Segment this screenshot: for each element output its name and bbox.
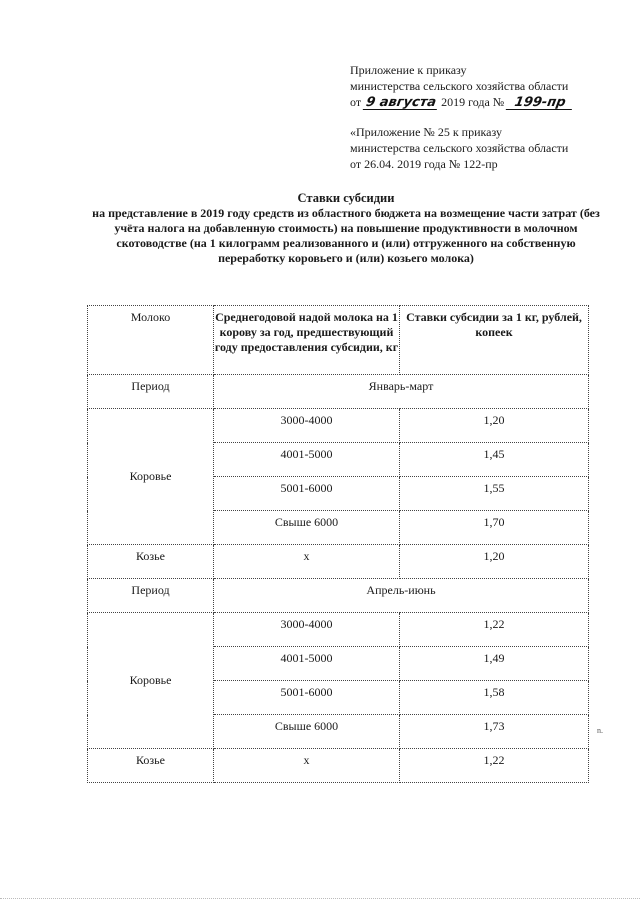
appendix-line-1: Приложение к приказу bbox=[350, 63, 467, 77]
goat-milk-label: Козье bbox=[88, 545, 214, 579]
previous-line-3: от 26.04. 2019 года № 122-пр bbox=[350, 157, 498, 171]
yield-cell: 4001-5000 bbox=[214, 443, 400, 477]
rate-cell: 1,55 bbox=[400, 477, 589, 511]
date-prefix: от bbox=[350, 95, 362, 109]
rate-cell: 1,20 bbox=[400, 545, 589, 579]
header-milk: Молоко bbox=[88, 306, 214, 375]
yield-cell: 3000-4000 bbox=[214, 613, 400, 647]
handwritten-date: 9 августа bbox=[363, 96, 439, 110]
year-and-number-label: 2019 года № bbox=[441, 95, 505, 109]
rate-cell: 1,22 bbox=[400, 749, 589, 783]
yield-cell: 3000-4000 bbox=[214, 409, 400, 443]
cow-milk-label: Коровье bbox=[88, 613, 214, 749]
title-line-1: Ставки субсидии bbox=[297, 191, 395, 205]
trailing-mark: n. bbox=[597, 726, 603, 735]
title-line-2: на представление в 2019 году средств из областного бюджета на возмещение части затрат (без учёта налога на добавленную стоимость) на повышение продуктивности в молочном скотоводстве (на 1 килограмм реализованного и (или) отгруженного на собственную переработку коровьего и (или) козьего молока) bbox=[92, 206, 600, 265]
table-row bbox=[88, 749, 589, 783]
table-header-row bbox=[88, 306, 589, 375]
rate-cell: 1,73 bbox=[400, 715, 589, 749]
yield-cell: х bbox=[214, 545, 400, 579]
yield-cell: 5001-6000 bbox=[214, 681, 400, 715]
rate-cell: 1,20 bbox=[400, 409, 589, 443]
rate-cell: 1,22 bbox=[400, 613, 589, 647]
table-row bbox=[88, 375, 589, 409]
rate-cell: 1,58 bbox=[400, 681, 589, 715]
table-row bbox=[88, 579, 589, 613]
period-value: Январь-март bbox=[214, 375, 589, 409]
cow-milk-label: Коровье bbox=[88, 409, 214, 545]
subsidy-rates-table bbox=[87, 305, 589, 783]
table-row bbox=[88, 409, 589, 443]
appendix-line-3 bbox=[350, 94, 610, 110]
previous-line-2: министерства сельского хозяйства области bbox=[350, 141, 569, 155]
table-row bbox=[88, 613, 589, 647]
period-value: Апрель-июнь bbox=[214, 579, 589, 613]
page-edge-divider bbox=[0, 898, 640, 905]
rate-cell: 1,45 bbox=[400, 443, 589, 477]
header-yield: Среднегодовой надой молока на 1 корову за год, предшествующий году предоставления субсидии, кг bbox=[214, 306, 400, 375]
yield-cell: 5001-6000 bbox=[214, 477, 400, 511]
document-title bbox=[92, 191, 600, 266]
yield-cell: Свыше 6000 bbox=[214, 715, 400, 749]
period-label: Период bbox=[88, 375, 214, 409]
yield-cell: 4001-5000 bbox=[214, 647, 400, 681]
period-label: Период bbox=[88, 579, 214, 613]
appendix-line-2: министерства сельского хозяйства области bbox=[350, 79, 569, 93]
yield-cell: х bbox=[214, 749, 400, 783]
rate-cell: 1,49 bbox=[400, 647, 589, 681]
rate-cell: 1,70 bbox=[400, 511, 589, 545]
handwritten-order-number: 199-пр bbox=[506, 96, 574, 110]
previous-line-1: «Приложение № 25 к приказу bbox=[350, 125, 502, 139]
goat-milk-label: Козье bbox=[88, 749, 214, 783]
previous-appendix-header bbox=[350, 124, 610, 172]
table-row bbox=[88, 545, 589, 579]
header-rate: Ставки субсидии за 1 кг, рублей, копеек bbox=[400, 306, 589, 375]
order-appendix-header bbox=[350, 62, 610, 110]
yield-cell: Свыше 6000 bbox=[214, 511, 400, 545]
